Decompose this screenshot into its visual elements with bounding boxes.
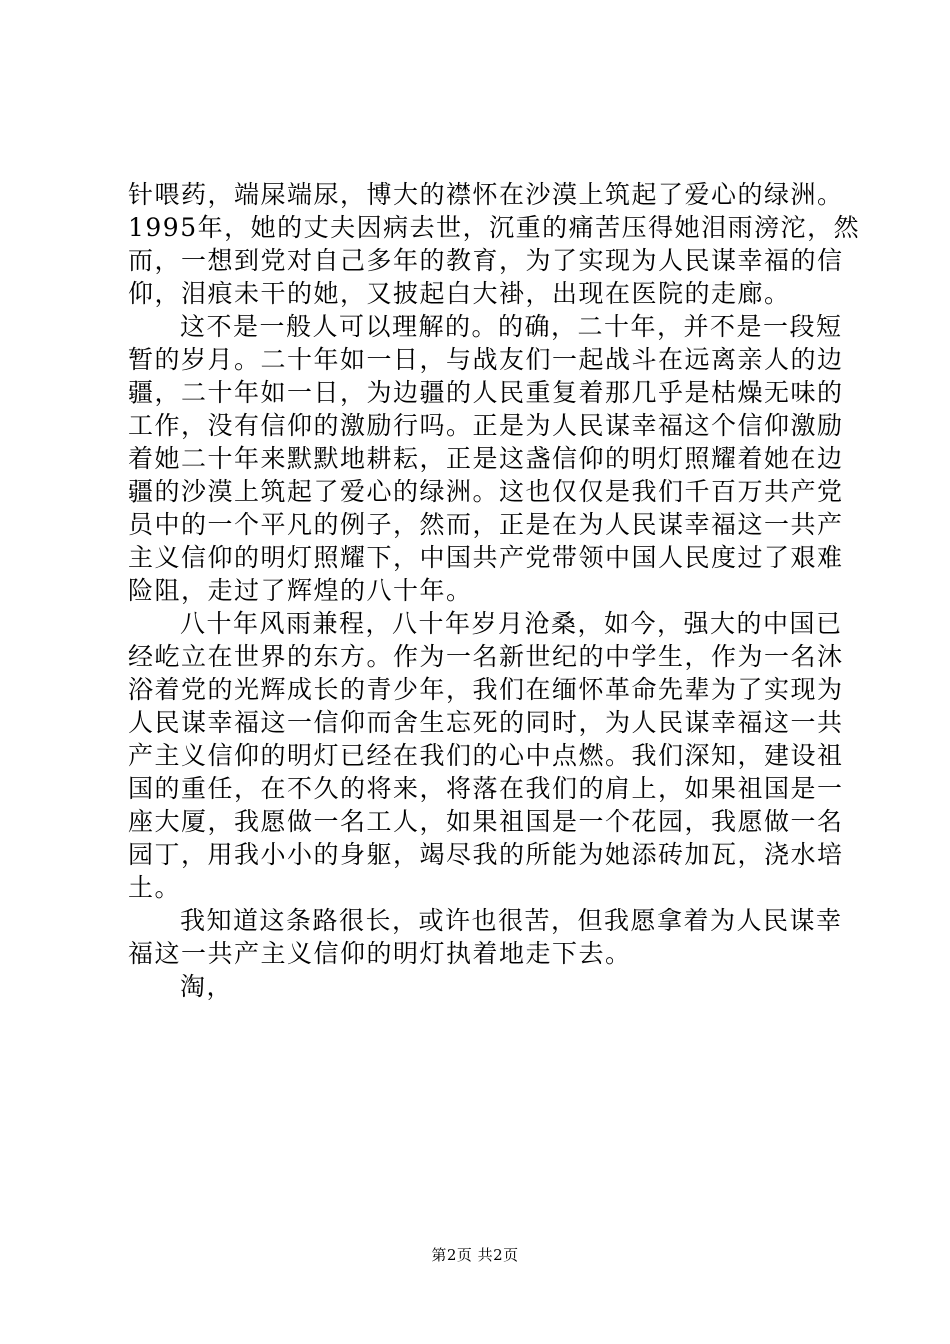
text-line: 暂的岁月。二十年如一日，与战友们一起战斗在远离亲人的边 [128, 345, 844, 374]
text-line: 园丁，用我小小的身躯，竭尽我的所能为她添砖加瓦，浇水培 [128, 840, 844, 869]
text-line: 险阻，走过了辉煌的八十年。 [128, 576, 473, 605]
text-line: 疆的沙漠上筑起了爱心的绿洲。这也仅仅是我们千百万共产党 [128, 477, 844, 506]
text-line: 这不是一般人可以理解的。的确，二十年，并不是一段短 [180, 312, 843, 341]
text-line: 产主义信仰的明灯已经在我们的心中点燃。我们深知，建设祖 [128, 741, 844, 770]
text-line: 经屹立在世界的东方。作为一名新世纪的中学生，作为一名沐 [128, 642, 844, 671]
text-line: 而，一想到党对自己多年的教育，为了实现为人民谋幸福的信 [128, 246, 844, 275]
text-line: 仰，泪痕未干的她，又披起白大褂，出现在医院的走廊。 [128, 279, 791, 308]
text-line: 着她二十年来默默地耕耘，正是这盏信仰的明灯照耀着她在边 [128, 444, 844, 473]
text-line: 福这一共产主义信仰的明灯执着地走下去。 [128, 939, 632, 968]
text-line: 浴着党的光辉成长的青少年，我们在缅怀革命先辈为了实现为 [128, 675, 844, 704]
text-line: 八十年风雨兼程，八十年岁月沧桑，如今，强大的中国已 [180, 609, 843, 638]
text-line: 座大厦，我愿做一名工人，如果祖国是一个花园，我愿做一名 [128, 807, 844, 836]
text-line: 工作，没有信仰的激励行吗。正是为人民谋幸福这个信仰激励 [128, 411, 844, 440]
text-line: 淘， [180, 972, 234, 1001]
page-number-footer: 第2页 共2页 [431, 1246, 519, 1264]
text-line: 人民谋幸福这一信仰而舍生忘死的同时，为人民谋幸福这一共 [128, 708, 844, 737]
text-line: 1995年，她的丈夫因病去世，沉重的痛苦压得她泪雨滂沱，然 [128, 213, 861, 242]
text-line: 主义信仰的明灯照耀下，中国共产党带领中国人民度过了艰难 [128, 543, 844, 572]
text-line: 我知道这条路很长，或许也很苦，但我愿拿着为人民谋幸 [180, 906, 843, 935]
text-line: 员中的一个平凡的例子，然而，正是在为人民谋幸福这一共产 [128, 510, 844, 539]
text-line: 土。 [128, 873, 182, 902]
text-line: 疆，二十年如一日，为边疆的人民重复着那几乎是枯燥无味的 [128, 378, 844, 407]
text-line: 针喂药，端屎端尿，博大的襟怀在沙漠上筑起了爱心的绿洲。 [128, 180, 844, 209]
text-line: 国的重任，在不久的将来，将落在我们的肩上，如果祖国是一 [128, 774, 844, 803]
